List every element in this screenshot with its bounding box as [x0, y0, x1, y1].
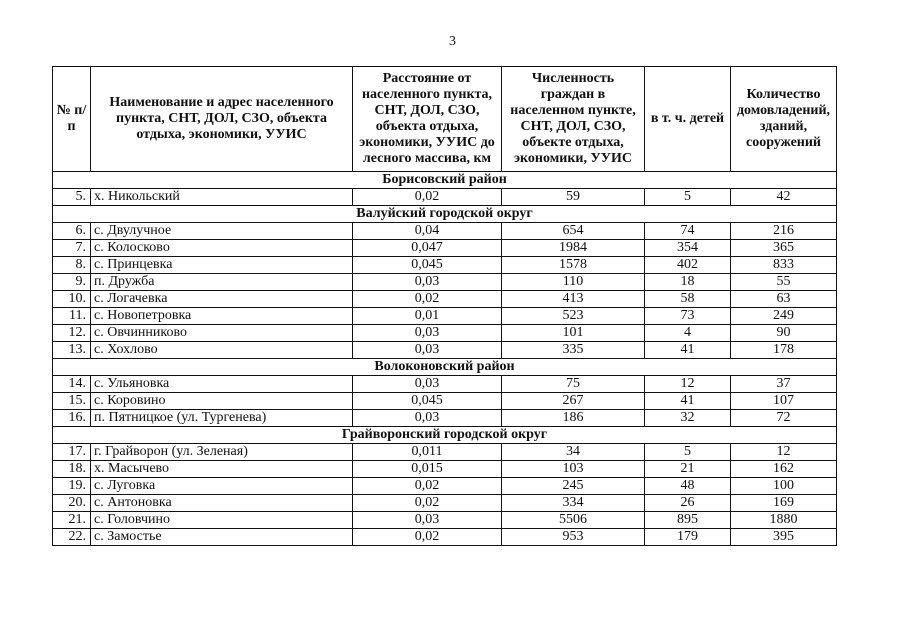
region-row	[53, 427, 837, 444]
region-row	[53, 172, 837, 189]
distance-value: 0,04	[353, 223, 502, 240]
settlement-name: п. Дружба	[91, 274, 353, 291]
row-number: 9.	[53, 274, 91, 291]
households-value: 55	[731, 274, 837, 291]
settlement-name: с. Двулучное	[91, 223, 353, 240]
row-number: 8.	[53, 257, 91, 274]
table-row	[53, 410, 837, 427]
region-name: Грайворонский городской округ	[53, 427, 837, 444]
table-row	[53, 461, 837, 478]
region-row	[53, 359, 837, 376]
distance-value: 0,02	[353, 478, 502, 495]
distance-value: 0,01	[353, 308, 502, 325]
header-population: Численность граждан в населенном пункте, СНТ, ДОЛ, СЗО, объекте отдыха, экономики, УУИС	[502, 67, 645, 172]
region-name: Борисовский район	[53, 172, 837, 189]
table-row	[53, 376, 837, 393]
households-value: 107	[731, 393, 837, 410]
row-number: 12.	[53, 325, 91, 342]
table-row	[53, 223, 837, 240]
settlement-name: с. Коровино	[91, 393, 353, 410]
children-value: 41	[645, 393, 731, 410]
row-number: 13.	[53, 342, 91, 359]
children-value: 4	[645, 325, 731, 342]
region-row	[53, 206, 837, 223]
table-row	[53, 308, 837, 325]
population-value: 245	[502, 478, 645, 495]
table-row	[53, 444, 837, 461]
page-number: 3	[449, 34, 456, 49]
children-value: 5	[645, 444, 731, 461]
households-value: 12	[731, 444, 837, 461]
distance-value: 0,02	[353, 189, 502, 206]
households-value: 42	[731, 189, 837, 206]
table-row	[53, 189, 837, 206]
settlement-name: с. Колосково	[91, 240, 353, 257]
children-value: 32	[645, 410, 731, 427]
children-value: 354	[645, 240, 731, 257]
settlement-name: с. Принцевка	[91, 257, 353, 274]
households-value: 395	[731, 529, 837, 546]
row-number: 16.	[53, 410, 91, 427]
table-row	[53, 257, 837, 274]
population-value: 75	[502, 376, 645, 393]
distance-value: 0,03	[353, 342, 502, 359]
population-value: 523	[502, 308, 645, 325]
header-children: в т. ч. детей	[645, 67, 731, 172]
distance-value: 0,045	[353, 393, 502, 410]
row-number: 15.	[53, 393, 91, 410]
settlement-name: п. Пятницкое (ул. Тургенева)	[91, 410, 353, 427]
children-value: 18	[645, 274, 731, 291]
settlement-name: с. Головчино	[91, 512, 353, 529]
region-name: Валуйский городской округ	[53, 206, 837, 223]
settlement-name: с. Антоновка	[91, 495, 353, 512]
children-value: 895	[645, 512, 731, 529]
row-number: 22.	[53, 529, 91, 546]
population-value: 654	[502, 223, 645, 240]
row-number: 7.	[53, 240, 91, 257]
distance-value: 0,015	[353, 461, 502, 478]
distance-value: 0,03	[353, 325, 502, 342]
header-distance: Расстояние от населенного пункта, СНТ, ДОЛ, СЗО, объекта отдыха, экономики, УУИС до лесного массива, км	[353, 67, 502, 172]
settlement-name: х. Никольский	[91, 189, 353, 206]
children-value: 26	[645, 495, 731, 512]
children-value: 5	[645, 189, 731, 206]
households-value: 1880	[731, 512, 837, 529]
distance-value: 0,03	[353, 376, 502, 393]
population-value: 335	[502, 342, 645, 359]
population-value: 413	[502, 291, 645, 308]
children-value: 41	[645, 342, 731, 359]
distance-value: 0,03	[353, 410, 502, 427]
population-value: 953	[502, 529, 645, 546]
settlement-name: с. Замостье	[91, 529, 353, 546]
row-number: 20.	[53, 495, 91, 512]
children-value: 12	[645, 376, 731, 393]
table-row	[53, 240, 837, 257]
row-number: 10.	[53, 291, 91, 308]
table-row	[53, 478, 837, 495]
population-value: 267	[502, 393, 645, 410]
children-value: 73	[645, 308, 731, 325]
settlement-name: с. Хохлово	[91, 342, 353, 359]
row-number: 5.	[53, 189, 91, 206]
households-value: 162	[731, 461, 837, 478]
table-row	[53, 512, 837, 529]
settlement-name: с. Луговка	[91, 478, 353, 495]
table-row	[53, 393, 837, 410]
distance-value: 0,011	[353, 444, 502, 461]
children-value: 48	[645, 478, 731, 495]
households-value: 90	[731, 325, 837, 342]
settlement-name: г. Грайворон (ул. Зеленая)	[91, 444, 353, 461]
households-value: 100	[731, 478, 837, 495]
children-value: 58	[645, 291, 731, 308]
households-value: 72	[731, 410, 837, 427]
population-value: 186	[502, 410, 645, 427]
table-row	[53, 495, 837, 512]
row-number: 21.	[53, 512, 91, 529]
distance-value: 0,03	[353, 274, 502, 291]
row-number: 11.	[53, 308, 91, 325]
table-row	[53, 291, 837, 308]
table-row	[53, 325, 837, 342]
settlement-name: с. Новопетровка	[91, 308, 353, 325]
settlements-table	[52, 66, 837, 546]
population-value: 110	[502, 274, 645, 291]
row-number: 19.	[53, 478, 91, 495]
distance-value: 0,047	[353, 240, 502, 257]
table-header-row	[53, 67, 837, 172]
row-number: 14.	[53, 376, 91, 393]
population-value: 334	[502, 495, 645, 512]
children-value: 21	[645, 461, 731, 478]
table-row	[53, 342, 837, 359]
row-number: 18.	[53, 461, 91, 478]
households-value: 365	[731, 240, 837, 257]
row-number: 6.	[53, 223, 91, 240]
distance-value: 0,03	[353, 512, 502, 529]
header-name: Наименование и адрес населенного пункта, СНТ, ДОЛ, СЗО, объекта отдыха, экономики, УУИС	[91, 67, 353, 172]
distance-value: 0,045	[353, 257, 502, 274]
table-row	[53, 529, 837, 546]
table-body	[53, 172, 837, 546]
settlement-name: с. Логачевка	[91, 291, 353, 308]
row-number: 17.	[53, 444, 91, 461]
region-name: Волоконовский район	[53, 359, 837, 376]
population-value: 103	[502, 461, 645, 478]
population-value: 1984	[502, 240, 645, 257]
population-value: 1578	[502, 257, 645, 274]
households-value: 833	[731, 257, 837, 274]
population-value: 34	[502, 444, 645, 461]
population-value: 59	[502, 189, 645, 206]
households-value: 178	[731, 342, 837, 359]
header-households: Количество домовладений, зданий, сооружений	[731, 67, 837, 172]
settlement-name: с. Ульяновка	[91, 376, 353, 393]
settlement-name: х. Масычево	[91, 461, 353, 478]
distance-value: 0,02	[353, 291, 502, 308]
table-row	[53, 274, 837, 291]
children-value: 74	[645, 223, 731, 240]
children-value: 402	[645, 257, 731, 274]
distance-value: 0,02	[353, 495, 502, 512]
households-value: 37	[731, 376, 837, 393]
households-value: 249	[731, 308, 837, 325]
households-value: 63	[731, 291, 837, 308]
population-value: 101	[502, 325, 645, 342]
header-number: № п/п	[53, 67, 91, 172]
households-value: 169	[731, 495, 837, 512]
distance-value: 0,02	[353, 529, 502, 546]
settlement-name: с. Овчинниково	[91, 325, 353, 342]
children-value: 179	[645, 529, 731, 546]
population-value: 5506	[502, 512, 645, 529]
households-value: 216	[731, 223, 837, 240]
